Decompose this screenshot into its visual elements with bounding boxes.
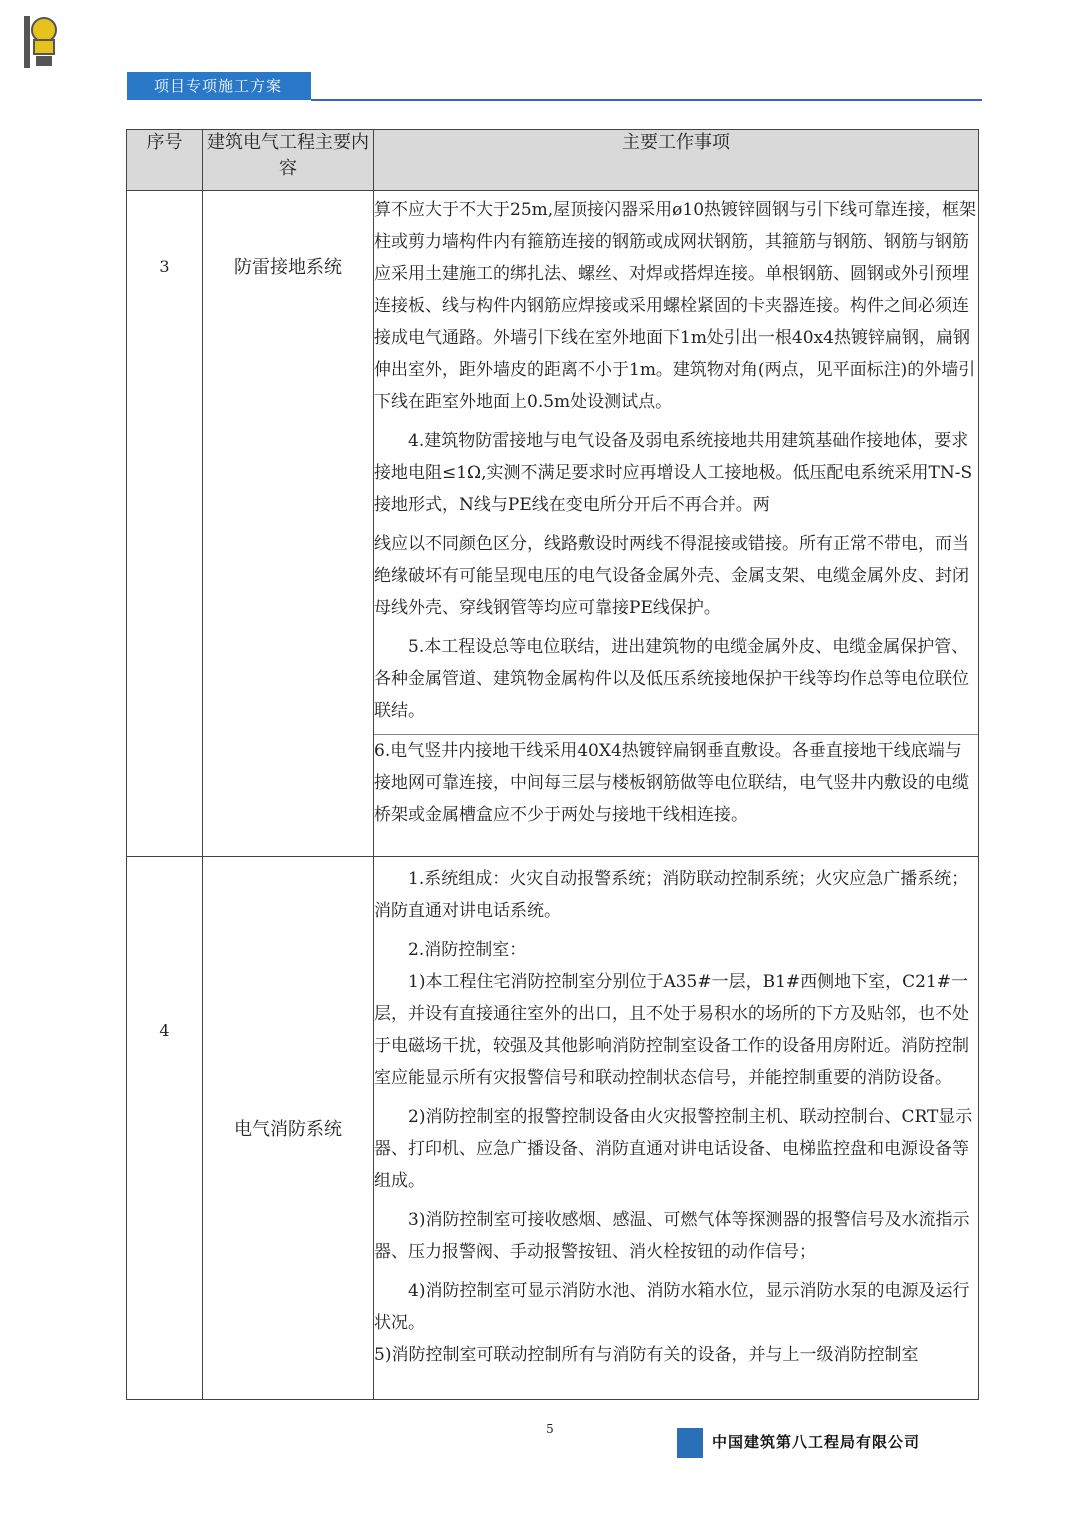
table-row (127, 857, 979, 1400)
work-items-table (126, 129, 979, 1400)
task-paragraph: 1)本工程住宅消防控制室分别位于A35#一层，B1#西侧地下室，C21#一层，并设有直接通往室外的出口，且不处于易积水的场所的下方及贴邻，也不处于电磁场干扰，较强及其他影响消防控制室设备工作的设备用房附近。消防控制室应能显示所有灾报警信号和联动控制状态信号，并能控制重要的消防设备。 (374, 972, 969, 1088)
row-content (374, 857, 979, 1400)
row-category-text: 电气消防系统 (234, 1119, 342, 1140)
company-logo-icon (677, 1428, 703, 1458)
task-paragraph: 5.本工程设总等电位联结，进出建筑物的电缆金属外皮、电缆金属保护管、各种金属管道、建筑物金属构件以及低压系统接地保护干线等均作总等电位联位联结。 (374, 637, 969, 721)
column-header-category: 建筑电气工程主要内容 (203, 130, 374, 191)
column-header-tasks: 主要工作事项 (374, 130, 979, 191)
row-category (203, 191, 374, 857)
header-divider (311, 99, 982, 101)
task-paragraph: 6.电气竖井内接地干线采用40X4热镀锌扁钢垂直敷设。各垂直接地干线底端与接地网可靠连接，中间每三层与楼板钢筋做等电位联结，电气竖井内敷设的电缆桥架或金属槽盒应不少于两处与接地干线相连接。 (374, 734, 978, 831)
task-paragraph: 5)消防控制室可联动控制所有与消防有关的设备，并与上一级消防控制室 (374, 1345, 919, 1365)
row-category (203, 857, 374, 1400)
column-header-number: 序号 (127, 130, 203, 191)
task-paragraph: 线应以不同颜色区分，线路敷设时两线不得混接或错接。所有正常不带电，而当绝缘破坏有可能呈现电压的电气设备金属外壳、金属支架、电缆金属外皮、封闭母线外壳、穿线钢管等均应可靠接PE线保护。 (374, 534, 969, 618)
task-paragraph: 3)消防控制室可接收感烟、感温、可燃气体等探测器的报警信号及水流指示器、压力报警阀、手动报警按钮、消火栓按钮的动作信号； (374, 1210, 970, 1262)
row-number (127, 191, 203, 857)
page-number: 5 (546, 1422, 554, 1436)
document-header-tab: 项目专项施工方案 (127, 72, 311, 100)
task-paragraph: 2.消防控制室： (408, 940, 527, 960)
row-number-text: 3 (159, 257, 170, 276)
company-emblem-icon (22, 14, 60, 70)
task-paragraph: 4)消防控制室可显示消防水池、消防水箱水位，显示消防水泵的电源及运行状况。 (374, 1281, 970, 1333)
footer-company-name: 中国建筑第八工程局有限公司 (712, 1433, 921, 1451)
row-number-text: 4 (159, 1021, 170, 1040)
table-row (127, 191, 979, 857)
task-paragraph: 4.建筑物防雷接地与电气设备及弱电系统接地共用建筑基础作接地体，要求接地电阻≤1Ω,实测不满足要求时应再增设人工接地极。低压配电系统采用TN-S接地形式，N线与PE线在变电所分开后不再合并。两 (374, 431, 973, 515)
table-header-row (127, 130, 979, 191)
task-paragraph: 1.系统组成：火灾自动报警系统；消防联动控制系统；火灾应急广播系统；消防直通对讲电话系统。 (374, 869, 969, 921)
task-paragraph: 算不应大于不大于25m,屋顶接闪器采用ø10热镀锌圆钢与引下线可靠连接，框架柱或剪力墙构件内有箍筋连接的钢筋或成网状钢筋，其箍筋与钢筋、钢筋与钢筋应采用土建施工的绑扎法、螺丝、对焊或搭焊连接。单根钢筋、圆钢或外引预埋连接板、线与构件内钢筋应焊接或采用螺栓紧固的卡夹器连接。构件之间必须连接成电气通路。外墙引下线在室外地面下1m处引出一根40x4热镀锌扁钢，扁钢伸出室外，距外墙皮的距离不小于1m。建筑物对角(两点，见平面标注)的外墙引下线在距室外地面上0.5m处设测试点。 (374, 200, 977, 412)
row-category-text: 防雷接地系统 (234, 257, 342, 278)
row-number (127, 857, 203, 1400)
row-content (374, 191, 979, 857)
task-paragraph: 2)消防控制室的报警控制设备由火灾报警控制主机、联动控制台、CRT显示器、打印机、应急广播设备、消防直通对讲电话设备、电梯监控盘和电源设备等组成。 (374, 1107, 973, 1191)
